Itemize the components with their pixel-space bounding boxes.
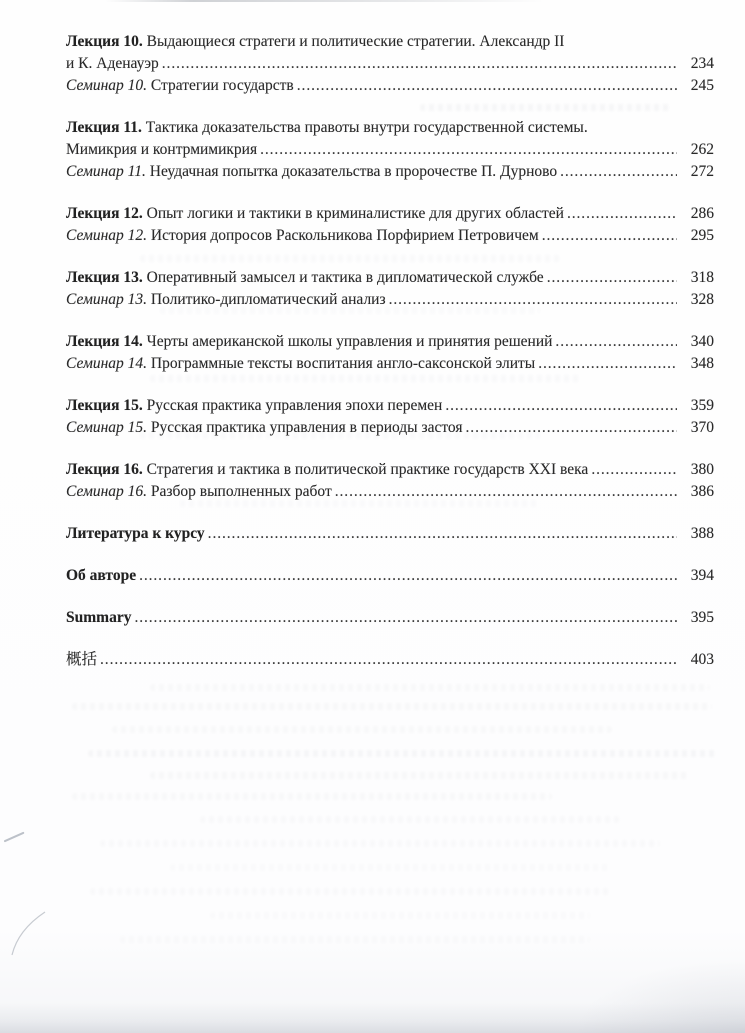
scan-scratch bbox=[4, 832, 25, 842]
dot-leader bbox=[567, 203, 677, 225]
toc-entry-cjk-summary bbox=[66, 649, 714, 671]
page-number: 234 bbox=[690, 55, 714, 72]
toc-entry-lecture-10-line1 bbox=[66, 31, 714, 53]
entry-text bbox=[66, 459, 588, 481]
entry-text bbox=[66, 117, 588, 139]
entry-text bbox=[66, 417, 463, 439]
entry-text bbox=[66, 161, 557, 183]
dot-leader bbox=[297, 75, 677, 97]
entry-text bbox=[66, 565, 136, 587]
entry-text bbox=[66, 267, 544, 289]
dot-leader bbox=[560, 161, 677, 183]
bleed-line bbox=[88, 750, 718, 757]
dot-leader bbox=[389, 289, 677, 311]
toc-entry-seminar-12 bbox=[66, 225, 714, 247]
entry-text bbox=[66, 353, 535, 375]
dot-leader bbox=[466, 417, 677, 439]
entry-text bbox=[66, 523, 205, 545]
dot-leader bbox=[134, 607, 677, 629]
bleed-line bbox=[120, 936, 590, 943]
page-number: 318 bbox=[690, 269, 714, 286]
entry-text bbox=[66, 225, 539, 247]
entry-text bbox=[66, 203, 564, 225]
bleed-line bbox=[200, 816, 620, 823]
page-number: 394 bbox=[690, 567, 714, 584]
toc-entry-lecture-15 bbox=[66, 395, 714, 417]
dot-leader bbox=[555, 331, 677, 353]
entry-label: Лекция 15. bbox=[66, 397, 143, 414]
toc-entry-lecture-12 bbox=[66, 203, 714, 225]
entry-label: Лекция 14. bbox=[66, 333, 143, 350]
entry-title: Выдающиеся стратеги и политические стратегии. Александр II bbox=[142, 33, 565, 50]
page-number: 359 bbox=[690, 397, 714, 414]
toc-entry-lecture-13 bbox=[66, 267, 714, 289]
table-of-contents bbox=[66, 31, 714, 671]
entry-text bbox=[66, 395, 442, 417]
entry-title: История допросов Раскольникова Порфирием Петровичем bbox=[147, 227, 539, 244]
entry-title: Русская практика управления в периоды застоя bbox=[147, 419, 463, 436]
entry-label: Литература к курсу bbox=[66, 525, 205, 542]
entry-title: Программные тексты воспитания англо-саксонской элиты bbox=[147, 355, 536, 372]
page-number: 370 bbox=[690, 419, 714, 436]
page-number: 340 bbox=[690, 333, 714, 350]
entry-label: Лекция 10. bbox=[66, 33, 143, 50]
bleed-line bbox=[100, 840, 660, 847]
dot-leader bbox=[538, 353, 677, 375]
entry-label: Об авторе bbox=[66, 567, 137, 584]
page-number: 272 bbox=[690, 163, 714, 180]
toc-entry-literature bbox=[66, 523, 714, 545]
toc-entry-lecture-16 bbox=[66, 459, 714, 481]
entry-title: Стратегия и тактика в политической практике государств XXI века bbox=[142, 461, 589, 478]
entry-title: Русская практика управления эпохи перемен bbox=[142, 397, 443, 414]
dot-leader bbox=[591, 459, 677, 481]
page-number: 295 bbox=[690, 227, 714, 244]
entry-text bbox=[66, 649, 97, 671]
entry-label-italic: Семинар 13. bbox=[66, 291, 148, 308]
entry-label: Лекция 12. bbox=[66, 205, 143, 222]
page-number: 245 bbox=[690, 77, 714, 94]
entry-label: Лекция 16. bbox=[66, 461, 143, 478]
entry-title: Стратегии государств bbox=[147, 77, 294, 94]
dot-leader bbox=[208, 523, 677, 545]
scan-bottom-edge bbox=[0, 1003, 745, 1033]
bleed-line bbox=[112, 726, 612, 733]
page-number: 403 bbox=[690, 651, 714, 668]
toc-entry-lecture-11-line1 bbox=[66, 117, 714, 139]
toc-entry-summary bbox=[66, 607, 714, 629]
entry-label-italic: Семинар 10. bbox=[66, 77, 148, 94]
dot-leader bbox=[100, 649, 677, 671]
bleed-line bbox=[72, 703, 712, 710]
dot-leader bbox=[542, 225, 677, 247]
toc-entry-seminar-10 bbox=[66, 75, 714, 97]
entry-label-italic: Семинар 12. bbox=[66, 227, 148, 244]
toc-entry-seminar-11 bbox=[66, 161, 714, 183]
entry-label: Summary bbox=[66, 609, 132, 626]
entry-title: Опыт логики и тактики в криминалистике для других областей bbox=[142, 205, 564, 222]
entry-text bbox=[66, 139, 257, 161]
page-number: 388 bbox=[690, 525, 714, 542]
toc-entry-seminar-13 bbox=[66, 289, 714, 311]
scan-top-edge bbox=[105, 0, 545, 2]
entry-title: Тактика доказательства правоты внутри государственной системы. bbox=[141, 119, 588, 136]
entry-title: Разбор выполненных работ bbox=[147, 483, 332, 500]
entry-text bbox=[66, 53, 159, 75]
entry-label-italic: Семинар 14. bbox=[66, 355, 148, 372]
dot-leader bbox=[162, 53, 677, 75]
dot-leader bbox=[139, 565, 677, 587]
entry-title: Оперативный замысел и тактика в дипломатической службе bbox=[142, 269, 544, 286]
toc-entry-lecture-11-line2 bbox=[66, 139, 714, 161]
entry-label: Лекция 13. bbox=[66, 269, 143, 286]
entry-text bbox=[66, 31, 564, 53]
toc-entry-seminar-15 bbox=[66, 417, 714, 439]
page-number: 328 bbox=[690, 291, 714, 308]
bleed-line bbox=[210, 912, 590, 919]
entry-title: Черты американской школы управления и принятия решений bbox=[142, 333, 553, 350]
entry-label-italic: Семинар 11. bbox=[66, 163, 146, 180]
bleed-line bbox=[170, 864, 610, 871]
entry-text bbox=[66, 481, 332, 503]
entry-title: Политико-дипломатический анализ bbox=[147, 291, 386, 308]
bleed-line bbox=[150, 684, 710, 691]
entry-text bbox=[66, 607, 131, 629]
page-number: 386 bbox=[690, 483, 714, 500]
entry-label-italic: Семинар 15. bbox=[66, 419, 148, 436]
entry-text bbox=[66, 289, 386, 311]
dot-leader bbox=[260, 139, 677, 161]
entry-title: Неудачная попытка доказательства в пророчестве П. Дурново bbox=[145, 163, 558, 180]
entry-text bbox=[66, 75, 294, 97]
bleed-line bbox=[150, 772, 690, 779]
bleed-line bbox=[72, 793, 552, 800]
page-number: 286 bbox=[690, 205, 714, 222]
dot-leader bbox=[547, 267, 677, 289]
entry-title: 概括 bbox=[66, 651, 98, 668]
toc-entry-lecture-14 bbox=[66, 331, 714, 353]
dot-leader bbox=[335, 481, 677, 503]
toc-entry-seminar-16 bbox=[66, 481, 714, 503]
entry-title: Мимикрия и контрмимикрия bbox=[66, 141, 258, 158]
page-number: 262 bbox=[690, 141, 714, 158]
dot-leader bbox=[445, 395, 677, 417]
entry-label-italic: Семинар 16. bbox=[66, 483, 148, 500]
scan-scratch bbox=[0, 895, 60, 975]
toc-entry-about-author bbox=[66, 565, 714, 587]
page-number: 348 bbox=[690, 355, 714, 372]
toc-entry-seminar-14 bbox=[66, 353, 714, 375]
bleed-line bbox=[90, 888, 610, 895]
entry-title: и К. Аденауэр bbox=[66, 55, 159, 72]
page-number: 395 bbox=[690, 609, 714, 626]
entry-label: Лекция 11. bbox=[66, 119, 142, 136]
page-number: 380 bbox=[690, 461, 714, 478]
toc-entry-lecture-10-line2 bbox=[66, 53, 714, 75]
entry-text bbox=[66, 331, 552, 353]
